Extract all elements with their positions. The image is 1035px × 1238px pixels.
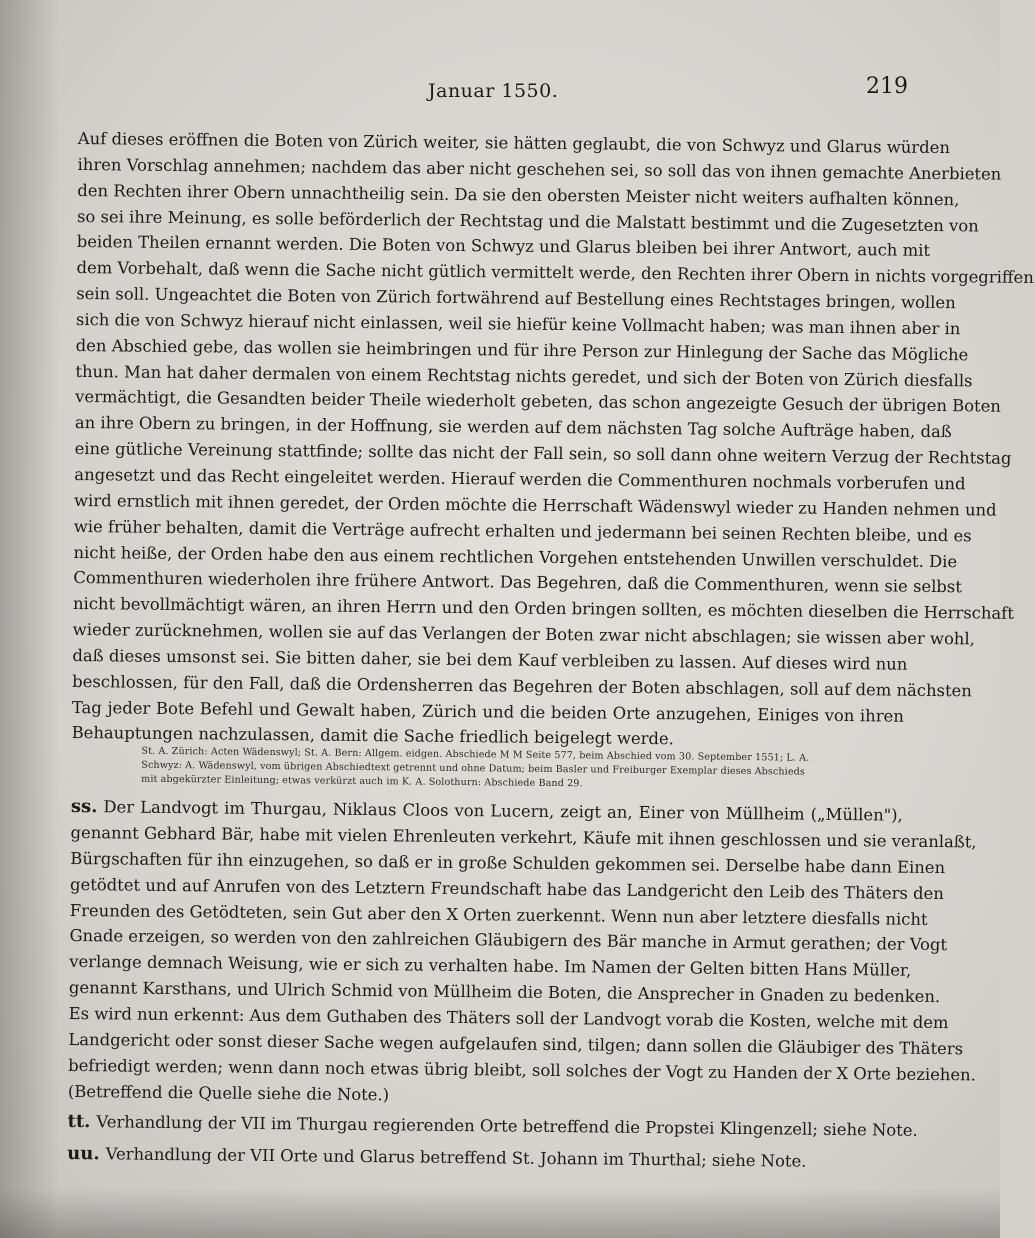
section-marker-uu: uu. (67, 1143, 100, 1165)
paragraph-line: Bürgschaften für ihn einzugehen, so daß er in große Schulden gekommen sei. Derselbe habe dann Einen (70, 848, 946, 878)
paragraph-rr (71, 126, 1034, 755)
paragraph-line: sich die von Schwyz hierauf nicht einlassen, weil sie hiefür keine Vollmacht haben; was man ihnen aber in (75, 309, 961, 339)
footnote-rr (141, 745, 903, 795)
paragraph-line: genannt Gebhard Bär, habe mit vielen Ehrenleuten verkehrt, Käufe mit ihnen geschlossen und sie veranlaßt, (70, 823, 977, 852)
paragraph-line: wird ernstlich mit ihnen geredet, der Orden möchte die Herrschaft Wädenswyl wieder zu Handen nehmen und (73, 490, 997, 520)
paragraph-line: vermächtigt, die Gesandten beider Theile wiederholt gebeten, das schon angezeigte Gesuch der übrigen Boten (75, 387, 1002, 417)
section-marker-ss: ss. (70, 796, 98, 818)
running-head (0, 74, 1000, 110)
paragraph-line: Es wird nun erkennt: Aus dem Guthaben des Thäters soll der Landvogt vorab die Kosten, welche mit dem (68, 1003, 949, 1033)
paragraph-line: Behauptungen nachzulassen, damit die Sache friedlich beigelegt werde. (71, 723, 674, 749)
page-bottom-shadow (0, 1188, 1000, 1238)
entry-uu-text: Verhandlung der VII Orte und Glarus betreffend St. Johann im Thurthal; siehe Note. (105, 1144, 807, 1172)
entry-tt (67, 1108, 918, 1145)
paragraph-line: dem Vorbehalt, daß wenn die Sache nicht gütlich vermittelt werde, den Rechten ihrer Obern in nichts vorgegriffen (76, 258, 1034, 288)
page-gutter-shadow (0, 0, 60, 1238)
paragraph-line: den Rechten ihrer Obern unnachtheilig sein. Da sie den obersten Meister nicht weiters aufhalten können, (77, 180, 960, 209)
paragraph-line: Freunden des Getödteten, sein Gut aber den X Orten zuerkennt. Wenn nun aber letztere diesfalls nicht (69, 900, 928, 929)
paragraph-line: den Abschied gebe, das wollen sie heimbringen und für ihre Person zur Hinlegung der Sache das Mögliche (75, 335, 969, 365)
paragraph-line: an ihre Obern zu bringen, in der Hoffnung, sie werden auf dem nächsten Tag solche Aufträge haben, daß (74, 413, 952, 442)
paragraph-line: sein soll. Ungeachtet die Boten von Zürich fortwährend auf Bestellung eines Rechtstages bringen, wollen (76, 284, 956, 313)
page-number: 219 (866, 74, 908, 99)
paragraph-line: angesetzt und das Recht eingeleitet werden. Hierauf werden die Commenthuren nochmals vorberufen und (74, 464, 966, 494)
paragraph-line: Gnade erzeigen, so werden von den zahlreichen Gläubigern des Bär manche in Armut gerathen; der Vogt (69, 926, 948, 955)
entry-tt-text: Verhandlung der VII im Thurgau regierenden Orte betreffend die Propstei Klingenzell; siehe Note. (96, 1112, 918, 1141)
entry-uu (67, 1140, 899, 1177)
paragraph-line: daß dieses umsonst sei. Sie bitten daher, sie bei dem Kauf verbleiben zu lassen. Auf dieses wird nun (72, 645, 908, 674)
paragraph-line: Auf dieses eröffnen die Boten von Zürich weiter, sie hätten geglaubt, die von Schwyz und Glarus würden (77, 128, 951, 158)
paragraph-line: befriedigt werden; wenn dann noch etwas übrig bleibt, soll solches der Vogt zu Handen der X Orte beziehen. (68, 1055, 976, 1085)
section-ss (67, 794, 977, 1113)
paragraph-line: eine gütliche Vereinung stattfinde; sollte das nicht der Fall sein, so soll dann ohne weitern Verzug der Rechtstag (74, 439, 1012, 468)
paragraph-line: beschlossen, für den Fall, daß die Ordensherren das Begehren der Boten abschlagen, soll auf dem nächsten (72, 671, 972, 701)
section-marker-tt: tt. (67, 1111, 91, 1133)
paragraph-line: Landgericht oder sonst dieser Sache wegen aufgelaufen sind, tilgen; dann sollen die Gläubiger des Thäters (68, 1029, 964, 1059)
paragraph-line: thun. Man hat daher dermalen von einem Rechtstag nichts geredet, und sich der Boten von Zürich diesfalls (75, 361, 973, 390)
footnote-line: Schwyz: A. Wädenswyl, vom übrigen Abschiedtext getrennt und ohne Datum; beim Basler und Freiburger Exemplar dieses Abschieds (141, 759, 805, 778)
paragraph-line: so sei ihre Meinung, es solle beförderlich der Rechtstag und die Malstatt bestimmt und die Zugesetzten von (76, 206, 979, 235)
paragraph-line: beiden Theilen ernannt werden. Die Boten von Schwyz und Glarus bleiben bei ihrer Antwort, auch mit (76, 232, 931, 261)
paragraph-line: Tag jeder Bote Befehl und Gewalt haben, Zürich und die beiden Orte anzugehen, Einiges von ihren (71, 697, 904, 726)
footnote-line: St. A. Zürich: Acten Wädenswyl; St. A. Bern: Allgem. eidgen. Abschiede M M Seite 577, beim Abschied vom 30. September 1551; L. A. (141, 745, 810, 764)
paragraph-line: Commenthuren wiederholen ihre frühere Antwort. Das Begehren, daß die Commenthuren, wenn sie selbst (73, 568, 962, 597)
running-head-title: Januar 1550. (428, 80, 559, 102)
footnote-line: mit abgekürzter Einleitung; etwas verkürzt auch im K. A. Solothurn: Abschiede Band 29. (141, 773, 583, 790)
paragraph-line: nicht bevollmächtigt wären, an ihren Herrn und den Orden bringen sollten, es möchten dieselben die Herrschaft (72, 594, 1014, 624)
paragraph-line: genannt Karsthans, und Ulrich Schmid von Müllheim die Boten, die Ansprecher in Gnaden zu bedenken. (68, 978, 941, 1007)
paragraph-line: nicht heiße, der Orden habe den aus einem rechtlichen Vorgehen entstehenden Unwillen verschuldet. Die (73, 542, 958, 571)
paragraph-line: (Betreffend die Quelle siehe die Note.) (67, 1081, 390, 1104)
paragraph-line: getödtet und auf Anrufen von des Letztern Freundschaft habe das Landgericht den Leib des Thäters den (69, 874, 944, 903)
paragraph-line: wie früher behalten, damit die Verträge aufrecht erhalten und jedermann bei seinen Rechten bleibe, und es (73, 516, 972, 546)
paragraph-line: verlange demnach Weisung, wie er sich zu verhalten habe. Im Namen der Gelten bitten Hans Müller, (69, 952, 912, 981)
paragraph-line: Der Landvogt im Thurgau, Niklaus Cloos von Lucern, zeigt an, Einer von Müllheim („Müllen"), (103, 797, 903, 825)
paragraph-line: wieder zurücknehmen, wollen sie auf das Verlangen der Boten zwar nicht abschlagen; sie wissen aber wohl, (72, 620, 975, 649)
paragraph-line: ihren Vorschlag annehmen; nachdem das aber nicht geschehen sei, so soll das von ihnen gemachte Anerbieten (77, 154, 1002, 184)
text-block (67, 126, 1034, 1177)
